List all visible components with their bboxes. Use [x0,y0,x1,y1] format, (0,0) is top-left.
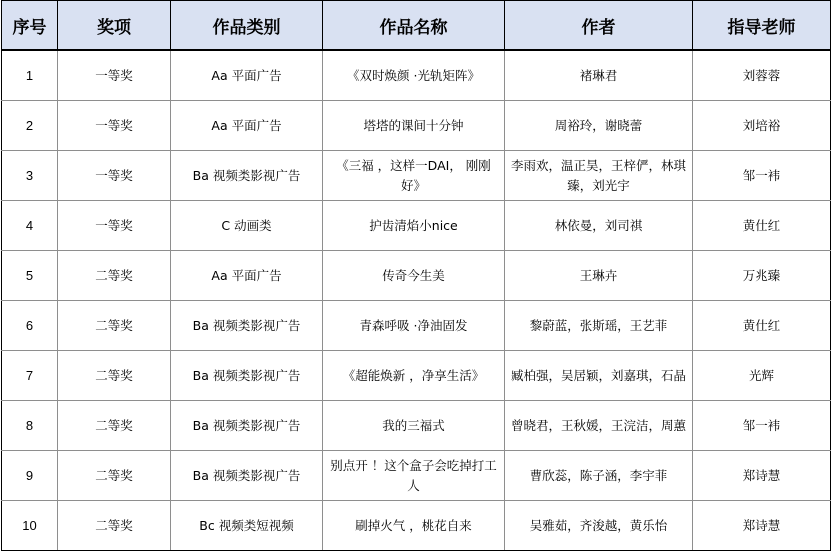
cell-award: 一等奖 [58,201,171,251]
cell-teacher: 邹一袆 [693,401,831,451]
cell-title: 我的三福式 [323,401,505,451]
cell-title: 传奇今生美 [323,251,505,301]
cell-number: 10 [2,501,58,551]
cell-award: 一等奖 [58,151,171,201]
cell-author: 吴雅茹，齐浚越，黄乐怡 [505,501,693,551]
cell-number: 6 [2,301,58,351]
cell-number: 1 [2,50,58,101]
header-title: 作品名称 [323,1,505,51]
cell-category: Aa 平面广告 [171,251,323,301]
table-row [2,501,831,551]
cell-award: 二等奖 [58,501,171,551]
cell-teacher: 光辉 [693,351,831,401]
table-row [2,351,831,401]
cell-number: 8 [2,401,58,451]
cell-number: 7 [2,351,58,401]
cell-category: Ba 视频类影视广告 [171,301,323,351]
cell-title: 《双时焕颜 ·光轨矩阵》 [323,50,505,101]
table-row [2,50,831,101]
cell-category: Ba 视频类影视广告 [171,151,323,201]
cell-award: 一等奖 [58,101,171,151]
cell-category: Aa 平面广告 [171,50,323,101]
cell-author: 黎蔚蓝，张斯瑶，王艺菲 [505,301,693,351]
cell-title: 《三福 ，这样一DAI， 刚刚好》 [323,151,505,201]
cell-category: Ba 视频类影视广告 [171,451,323,501]
cell-category: Aa 平面广告 [171,101,323,151]
cell-author: 周裕玲，谢晓蕾 [505,101,693,151]
cell-teacher: 万兆臻 [693,251,831,301]
cell-author: 王琳卉 [505,251,693,301]
cell-teacher: 刘蓉蓉 [693,50,831,101]
cell-award: 二等奖 [58,301,171,351]
table-row [2,151,831,201]
award-table [1,0,831,551]
table-row [2,201,831,251]
cell-award: 二等奖 [58,451,171,501]
header-teacher: 指导老师 [693,1,831,51]
cell-author: 曹欣蕊，陈子涵，李宇菲 [505,451,693,501]
cell-category: Bc 视频类短视频 [171,501,323,551]
cell-award: 二等奖 [58,251,171,301]
header-category: 作品类别 [171,1,323,51]
cell-teacher: 黄仕红 [693,201,831,251]
cell-number: 3 [2,151,58,201]
cell-title: 别点开 ！这个盒子会吃掉打工人 [323,451,505,501]
cell-teacher: 郑诗慧 [693,451,831,501]
cell-category: Ba 视频类影视广告 [171,351,323,401]
cell-author: 李雨欢，温正昊，王梓俨，林琪臻，刘光宇 [505,151,693,201]
cell-category: Ba 视频类影视广告 [171,401,323,451]
cell-number: 4 [2,201,58,251]
table-row [2,401,831,451]
cell-teacher: 邹一袆 [693,151,831,201]
cell-award: 一等奖 [58,50,171,101]
table-row [2,451,831,501]
table-row [2,251,831,301]
cell-teacher: 黄仕红 [693,301,831,351]
cell-title: 《超能焕新 ，净享生活》 [323,351,505,401]
cell-number: 5 [2,251,58,301]
header-award: 奖项 [58,1,171,51]
cell-award: 二等奖 [58,351,171,401]
cell-title: 塔塔的课间十分钟 [323,101,505,151]
table-row [2,101,831,151]
cell-award: 二等奖 [58,401,171,451]
cell-author: 臧柏强，吴居颖，刘嘉琪，石晶 [505,351,693,401]
cell-number: 2 [2,101,58,151]
table-row [2,301,831,351]
cell-title: 刷掉火气 ，桃花自来 [323,501,505,551]
header-row [2,1,831,51]
header-number: 序号 [2,1,58,51]
header-author: 作者 [505,1,693,51]
cell-teacher: 刘培裕 [693,101,831,151]
cell-number: 9 [2,451,58,501]
cell-title: 青森呼吸 ·净油固发 [323,301,505,351]
cell-author: 林依曼，刘司祺 [505,201,693,251]
cell-author: 曾晓君，王秋媛，王浣洁，周蕙 [505,401,693,451]
cell-author: 褚琳君 [505,50,693,101]
cell-category: C 动画类 [171,201,323,251]
cell-teacher: 郑诗慧 [693,501,831,551]
cell-title: 护齿清焰小nice [323,201,505,251]
